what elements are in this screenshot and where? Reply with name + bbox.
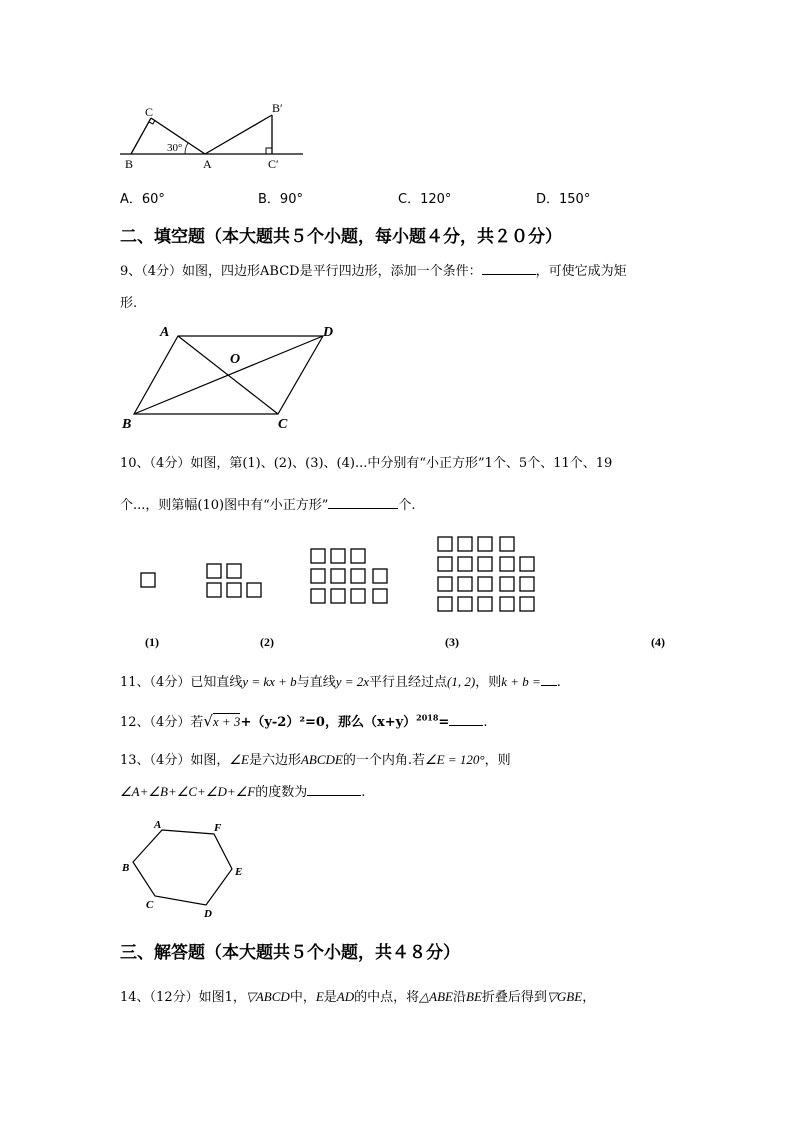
q12-text-d: . bbox=[483, 715, 488, 730]
q10-figure-label-1: (1) bbox=[145, 635, 159, 649]
q11-eq3: k + b = bbox=[501, 674, 541, 689]
q14-line bbox=[120, 986, 595, 1005]
q12-answer-blank[interactable] bbox=[449, 713, 483, 726]
q13-text-c: 的一个内角.若 bbox=[342, 753, 425, 768]
q14-segment-be: BE bbox=[466, 989, 482, 1004]
q14-segment-ad: AD bbox=[336, 989, 355, 1004]
fig8-label-b: B bbox=[125, 157, 134, 171]
q12-sqrt-sign: √ bbox=[203, 712, 213, 730]
q10-text-a: 个...，则第幅(10)图中有“小正方形” bbox=[120, 498, 329, 513]
q9-parallelogram-figure bbox=[118, 322, 348, 434]
q13-angle-e: ∠E bbox=[229, 752, 249, 767]
q13-hexagon-figure bbox=[118, 812, 258, 922]
q11-answer-blank[interactable] bbox=[541, 673, 557, 686]
q11-text-a: 11、（4分）已知直线 bbox=[120, 675, 243, 690]
fig9-label-o: O bbox=[230, 352, 241, 367]
q14-text-c: 是 bbox=[323, 990, 337, 1005]
q12-line bbox=[120, 711, 487, 730]
fig13-label-c: C bbox=[146, 899, 154, 911]
q14-text-b: 中， bbox=[289, 990, 316, 1005]
q13-line2 bbox=[120, 781, 365, 800]
q13-condition: ∠E = 120° bbox=[424, 752, 485, 767]
q10-figure-label-3: (3) bbox=[445, 635, 459, 649]
fig9-label-d: D bbox=[323, 325, 334, 340]
q13-line1 bbox=[120, 749, 511, 768]
q14-text-d: 的中点，将 bbox=[354, 990, 420, 1005]
q12-text-b: +（y-2）²=0，那么（x+y） bbox=[240, 715, 417, 730]
q14-parallelogram: ▽ABCD bbox=[245, 989, 290, 1004]
fig9-label-b: B bbox=[122, 417, 132, 432]
q11-line bbox=[120, 671, 561, 690]
fig13-label-a: A bbox=[154, 819, 162, 831]
q11-text-c: 平行且经过点 bbox=[369, 675, 448, 690]
q12-text-a: 12、（4分）若 bbox=[120, 715, 204, 730]
q8-figure bbox=[115, 98, 315, 173]
q8-option-c[interactable]: C．120° bbox=[398, 192, 452, 207]
q12-text-c: = bbox=[438, 715, 450, 730]
q10-text-b: 个. bbox=[398, 498, 416, 513]
q14-text-a: 14、（12分）如图1， bbox=[120, 990, 246, 1005]
q11-text-d: ，则 bbox=[475, 675, 502, 690]
q14-text-e: 沿 bbox=[452, 990, 466, 1005]
q10-line1: 10、（4分）如图，第(1)、(2)、(3)、(4)...中分别有“小正方形”1个、5个、11个、19 bbox=[120, 456, 613, 471]
section-3-heading: 三、解答题（本大题共５个小题，共４８分） bbox=[120, 943, 460, 963]
q11-eq2: y = 2x bbox=[335, 674, 370, 689]
q13-text-b: 是六边形 bbox=[248, 753, 301, 768]
q14-result: ▽GBE bbox=[546, 989, 583, 1004]
q8-option-b[interactable]: B．90° bbox=[258, 192, 303, 207]
q10-figure-label-2: (2) bbox=[260, 635, 274, 649]
fig8-label-a: A bbox=[203, 157, 212, 171]
fig9-label-c: C bbox=[278, 417, 288, 432]
q12-exponent: 2018 bbox=[416, 712, 439, 723]
q14-text-f: 折叠后得到 bbox=[481, 990, 547, 1005]
q8-option-d[interactable]: D．150° bbox=[536, 192, 591, 207]
fig13-label-e: E bbox=[235, 866, 243, 878]
q9-text-a: 9、（4分）如图，四边形ABCD是平行四边形，添加一个条件： bbox=[120, 264, 482, 279]
section-2-heading: 二、填空题（本大题共５个小题，每小题４分，共２０分） bbox=[120, 227, 562, 247]
q13-angle-sum: ∠A+∠B+∠C+∠D+∠F bbox=[120, 784, 256, 799]
fig8-label-c: C bbox=[145, 105, 154, 119]
fig8-angle-label: 30° bbox=[167, 142, 183, 154]
q10-answer-blank[interactable] bbox=[328, 496, 398, 509]
q12-sqrt-radicand: x + 3 bbox=[212, 714, 241, 729]
q11-text-b: 与直线 bbox=[296, 675, 336, 690]
q13-polygon-name: ABCDE bbox=[300, 752, 343, 767]
q10-line2 bbox=[120, 494, 416, 513]
q14-point-e: E bbox=[315, 989, 324, 1004]
q13-text-a: 13、（4分）如图， bbox=[120, 753, 230, 768]
q11-point: (1, 2) bbox=[447, 674, 476, 689]
fig13-label-b: B bbox=[122, 862, 130, 874]
q9-line2: 形. bbox=[120, 296, 138, 311]
q11-text-e: . bbox=[556, 675, 561, 690]
fig8-label-bprime: B′ bbox=[272, 101, 283, 115]
q14-triangle: △ABE bbox=[419, 989, 453, 1004]
q8-option-a[interactable]: A．60° bbox=[120, 192, 165, 207]
q10-figure-label-4: (4) bbox=[651, 635, 665, 649]
q13-text-d: ，则 bbox=[484, 753, 511, 768]
fig13-label-f: F bbox=[214, 822, 222, 834]
fig9-label-a: A bbox=[160, 325, 170, 340]
fig8-label-cprime: C′ bbox=[268, 157, 279, 171]
q11-eq1: y = kx + b bbox=[242, 674, 297, 689]
q9-text-b: ，可使它成为矩 bbox=[535, 264, 627, 279]
q10-squares-figure bbox=[130, 530, 680, 620]
fig13-label-d: D bbox=[204, 908, 212, 920]
q13-text-f: . bbox=[361, 785, 366, 800]
q9-line1 bbox=[120, 260, 627, 279]
q14-text-g: ， bbox=[582, 990, 596, 1005]
q13-answer-blank[interactable] bbox=[307, 783, 361, 796]
q9-answer-blank[interactable] bbox=[482, 262, 536, 275]
q13-text-e: 的度数为 bbox=[255, 785, 308, 800]
